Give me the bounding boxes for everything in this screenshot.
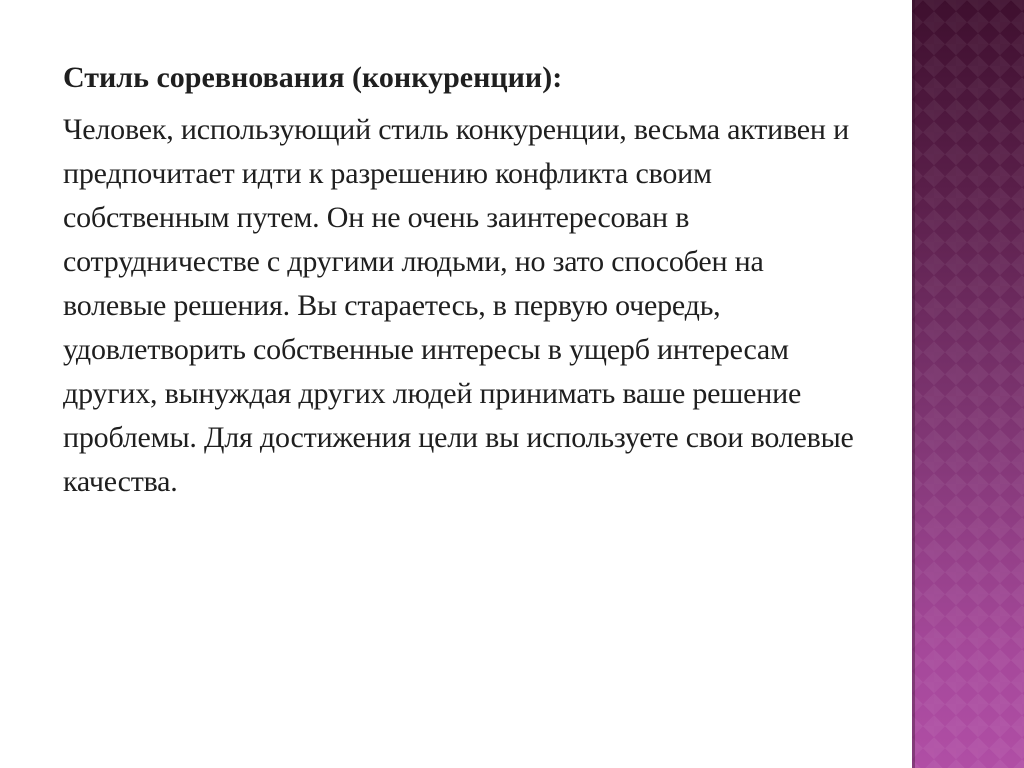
slide-content — [63, 60, 863, 504]
decorative-side-bar — [912, 0, 1024, 768]
slide-title: Стиль соревнования (конкуренции): — [63, 61, 563, 94]
slide-body-text: Человек, использующий стиль конкуренции, весьма активен и предпочитает идти к разрешению конфликта своим собственным путем. Он не очень заинтересован в сотрудничестве с другими людьми, но зато способен на волевые решения. Вы стараетесь, в первую очередь, удовлетворить собственные интересы в ущерб интересам других, вынуждая других людей принимать ваше решение проблемы. Для достижения цели вы используете свои волевые качества. — [63, 113, 854, 498]
side-bar-edge — [912, 0, 915, 768]
